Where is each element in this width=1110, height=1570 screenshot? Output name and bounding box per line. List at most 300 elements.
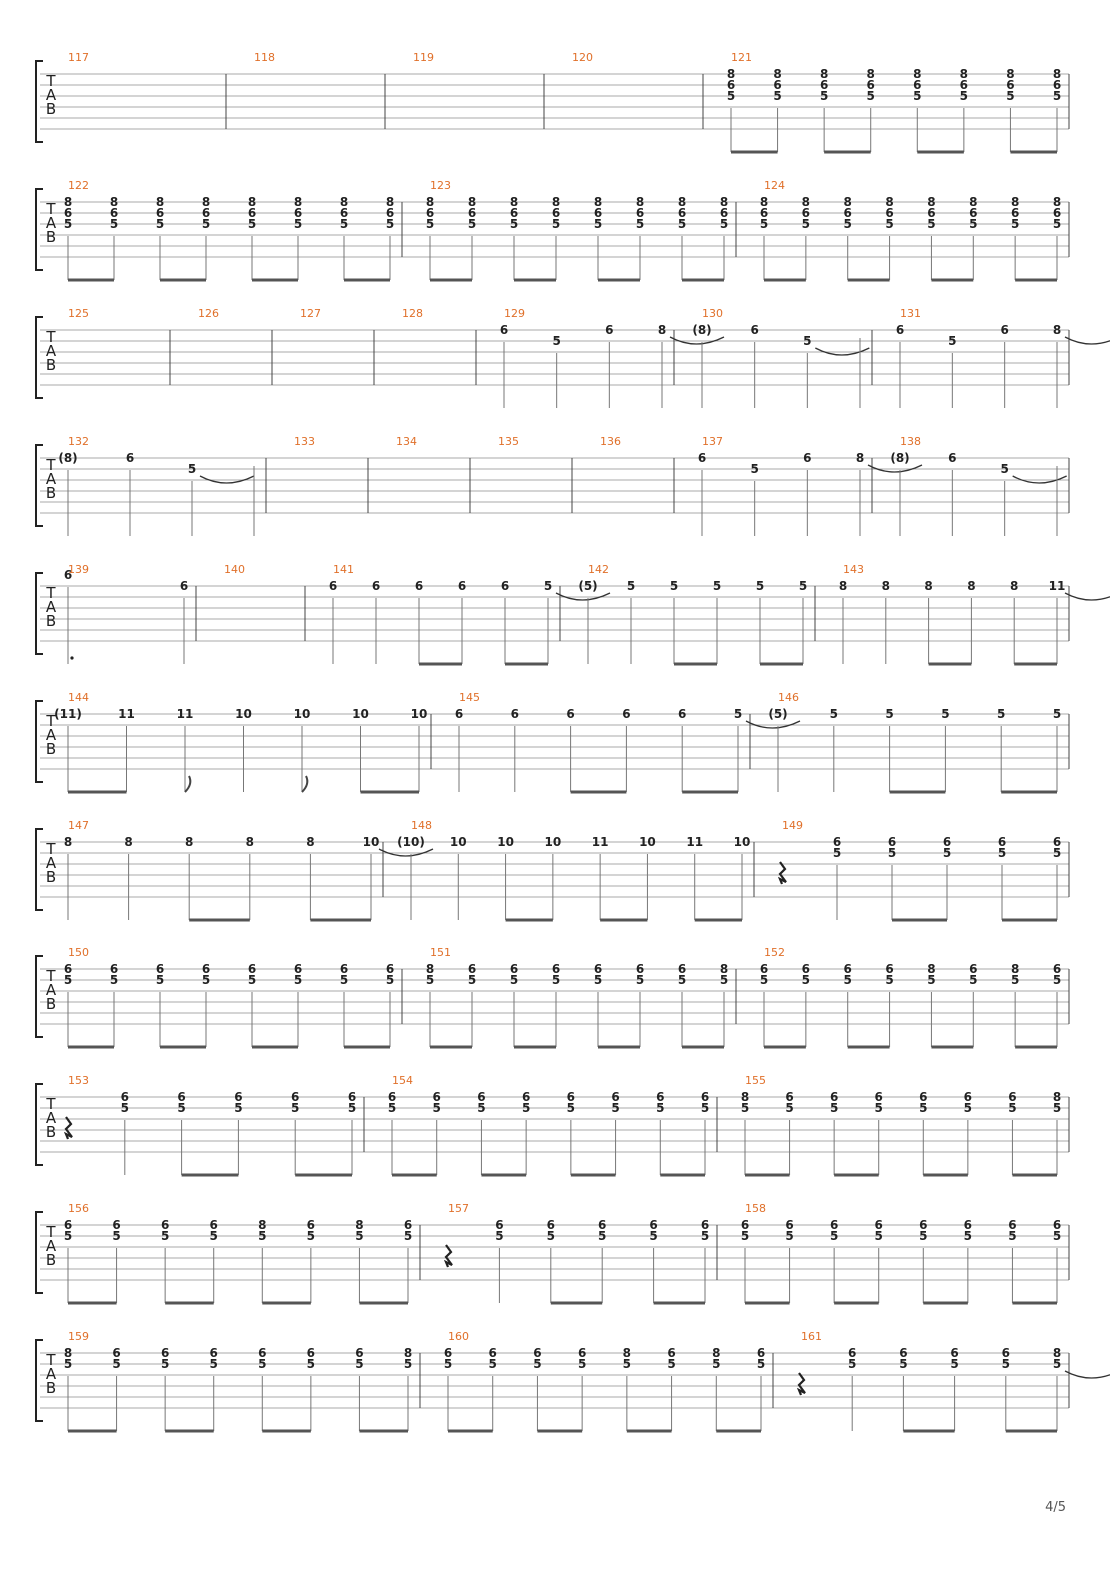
fret-number: 5: [963, 1229, 973, 1243]
fret-number: 8: [467, 195, 477, 209]
tab-letter: B: [45, 228, 57, 246]
fret-number: 10: [362, 835, 380, 849]
fret-number: 6: [63, 206, 73, 220]
fret-number: 6: [499, 323, 509, 337]
measure-number: 155: [745, 1074, 766, 1087]
fret-number: 6: [63, 568, 73, 582]
fret-number: 6: [63, 962, 73, 976]
fret-number: 5: [488, 1357, 497, 1371]
fret-number: 5: [733, 707, 743, 721]
fret-number: 6: [963, 1218, 973, 1232]
measure-number: 152: [764, 946, 785, 959]
tab-letter: A: [45, 854, 57, 872]
fret-number: 6: [247, 206, 257, 220]
fret-number: 8: [726, 67, 736, 81]
fret-number: 5: [948, 334, 957, 348]
fret-number: 5: [635, 217, 645, 231]
fret-number: 8: [969, 195, 978, 209]
fret-number: 6: [500, 579, 510, 593]
fret-number: 5: [1052, 846, 1062, 860]
eighth-flag: [302, 776, 307, 792]
fret-number: 6: [899, 1346, 908, 1360]
fret-number: 5: [726, 89, 736, 103]
fret-number: 6: [801, 206, 811, 220]
fret-number: 6: [819, 78, 829, 92]
fret-number: 6: [843, 962, 852, 976]
fret-number: 8: [63, 1346, 73, 1360]
fret-number: 8: [1052, 323, 1062, 337]
fret-number: 6: [803, 451, 812, 465]
fret-number: 5: [803, 334, 812, 348]
fret-number: 5: [177, 1101, 186, 1115]
fret-number: 5: [677, 973, 687, 987]
fret-number: 5: [829, 1229, 839, 1243]
tab-letter: T: [46, 328, 56, 346]
fret-number: 5: [495, 1229, 504, 1243]
fret-number: 8: [740, 1090, 750, 1104]
fret-number: 6: [467, 962, 477, 976]
fret-number: 6: [112, 1346, 121, 1360]
fret-number: (5): [578, 579, 598, 593]
fret-number: 5: [719, 973, 729, 987]
fret-number: 8: [819, 67, 829, 81]
fret-number: 6: [201, 962, 211, 976]
fret-number: 6: [667, 1346, 676, 1360]
fret-number: 5: [1052, 973, 1062, 987]
fret-number: 5: [63, 1229, 73, 1243]
fret-number: 11: [118, 707, 135, 721]
fret-number: 5: [552, 334, 561, 348]
system-bracket: [36, 1084, 43, 1165]
fret-number: 5: [887, 846, 897, 860]
fret-number: 8: [1010, 962, 1020, 976]
fret-number: 6: [942, 835, 952, 849]
fret-number: 8: [967, 579, 976, 593]
measure-number: 158: [745, 1202, 766, 1215]
tie-arc: [1065, 1371, 1110, 1378]
tab-letter: A: [45, 598, 57, 616]
fret-number: 5: [712, 1357, 721, 1371]
fret-number: 6: [785, 1090, 794, 1104]
fret-number: 8: [1010, 195, 1020, 209]
fret-number: 5: [874, 1101, 883, 1115]
tab-letter: A: [45, 470, 57, 488]
fret-number: 6: [919, 1218, 928, 1232]
measure-number: 124: [764, 179, 785, 192]
fret-number: 8: [509, 195, 519, 209]
fret-number: 6: [201, 206, 211, 220]
fret-number: 5: [509, 973, 519, 987]
fret-number: 5: [187, 462, 197, 476]
fret-number: 6: [385, 962, 395, 976]
measure-number: 140: [224, 563, 245, 576]
fret-number: 5: [1008, 1101, 1017, 1115]
fret-number: 10: [352, 707, 369, 721]
fret-number: 5: [1052, 707, 1062, 721]
fret-number: 5: [773, 89, 782, 103]
fret-number: 6: [160, 1346, 170, 1360]
fret-number: 6: [258, 1346, 267, 1360]
fret-number: 5: [848, 1357, 857, 1371]
fret-number: 6: [457, 579, 467, 593]
quarter-rest: [799, 1373, 805, 1395]
fret-number: 5: [622, 1357, 632, 1371]
measure-number: 131: [900, 307, 921, 320]
fret-number: 8: [719, 962, 729, 976]
fret-number: 6: [566, 1090, 576, 1104]
fret-number: 5: [160, 1229, 170, 1243]
fret-number: 5: [712, 579, 722, 593]
measure-number: 143: [843, 563, 864, 576]
system-bracket: [36, 956, 43, 1037]
fret-number: 5: [1010, 973, 1020, 987]
fret-number: 5: [234, 1101, 243, 1115]
fret-number: 5: [942, 846, 952, 860]
fret-number: 6: [635, 962, 645, 976]
fret-number: 10: [544, 835, 562, 849]
fret-number: 8: [927, 195, 936, 209]
fret-number: 6: [611, 1090, 620, 1104]
fret-number: 6: [347, 1090, 357, 1104]
fret-number: 8: [293, 195, 303, 209]
fret-number: 6: [403, 1218, 413, 1232]
fret-number: 6: [247, 962, 257, 976]
fret-number: 6: [577, 1346, 587, 1360]
fret-number: 5: [919, 1101, 928, 1115]
fret-number: 6: [1052, 206, 1062, 220]
fret-number: 6: [112, 1218, 121, 1232]
fret-number: 5: [355, 1229, 364, 1243]
fret-number: 6: [593, 962, 603, 976]
system-bracket: [36, 445, 43, 526]
fret-number: 5: [740, 1101, 750, 1115]
fret-number: 6: [293, 962, 303, 976]
fret-number: 11: [1048, 579, 1066, 593]
fret-number: 6: [467, 206, 477, 220]
fret-number: 5: [700, 1229, 710, 1243]
fret-number: 6: [593, 206, 603, 220]
fret-number: 5: [577, 1357, 587, 1371]
measure-number: 133: [294, 435, 315, 448]
fret-number: 6: [997, 835, 1007, 849]
fret-number: 6: [306, 1346, 316, 1360]
fret-number: 8: [1052, 67, 1062, 81]
fret-number: 5: [339, 973, 349, 987]
measure-number: 149: [782, 819, 803, 832]
fret-number: 8: [843, 195, 852, 209]
fret-number: 5: [874, 1229, 883, 1243]
measure-number: 161: [801, 1330, 822, 1343]
system-bracket: [36, 701, 43, 782]
fret-number: 5: [1052, 1357, 1062, 1371]
tab-letter: B: [45, 1251, 57, 1269]
fret-number: 5: [649, 1229, 658, 1243]
measure-number: 157: [448, 1202, 469, 1215]
tie-arc: [1065, 337, 1110, 344]
fret-number: 5: [120, 1101, 129, 1115]
fret-number: 8: [201, 195, 211, 209]
fret-number: 6: [495, 1218, 504, 1232]
fret-number: 6: [759, 962, 769, 976]
fret-number: 6: [677, 206, 687, 220]
fret-number: 6: [339, 206, 349, 220]
tab-letter: B: [45, 612, 57, 630]
tab-letter: B: [45, 1379, 57, 1397]
fret-number: (8): [890, 451, 910, 465]
fret-number: 6: [385, 206, 395, 220]
fret-number: 5: [258, 1229, 267, 1243]
fret-number: 6: [885, 962, 894, 976]
fret-number: 5: [819, 89, 829, 103]
fret-number: 6: [959, 78, 969, 92]
augmentation-dot: [70, 656, 73, 659]
fret-number: 5: [669, 579, 679, 593]
measure-number: 132: [68, 435, 89, 448]
fret-number: 5: [339, 217, 349, 231]
fret-number: 5: [425, 217, 435, 231]
fret-number: 5: [247, 973, 257, 987]
fret-number: 8: [913, 67, 922, 81]
fret-number: 10: [293, 707, 311, 721]
fret-number: 6: [785, 1218, 794, 1232]
fret-number: 5: [950, 1357, 959, 1371]
fret-number: 5: [997, 707, 1006, 721]
tab-letter: A: [45, 981, 57, 999]
measure-number: 135: [498, 435, 519, 448]
fret-number: 8: [109, 195, 119, 209]
fret-number: 8: [245, 835, 254, 849]
fret-number: 5: [843, 973, 852, 987]
fret-number: 6: [1052, 835, 1062, 849]
tab-letter: A: [45, 342, 57, 360]
tab-letter: T: [46, 967, 56, 985]
fret-number: 6: [866, 78, 875, 92]
fret-number: 6: [109, 206, 119, 220]
fret-number: 5: [677, 217, 687, 231]
measure-number: 138: [900, 435, 921, 448]
fret-number: 5: [425, 973, 435, 987]
fret-number: 5: [829, 707, 838, 721]
fret-number: 5: [941, 707, 950, 721]
fret-number: 8: [124, 835, 133, 849]
fret-number: 5: [756, 1357, 766, 1371]
fret-number: 6: [874, 1218, 883, 1232]
fret-number: 5: [656, 1101, 665, 1115]
fret-number: 6: [1008, 1090, 1017, 1104]
fret-number: 5: [635, 973, 645, 987]
tab-letter: A: [45, 1237, 57, 1255]
quarter-rest: [66, 1117, 72, 1139]
fret-number: 6: [756, 1346, 766, 1360]
fret-number: 6: [829, 1090, 839, 1104]
fret-number: 5: [258, 1357, 267, 1371]
fret-number: 5: [533, 1357, 542, 1371]
fret-number: 6: [509, 962, 519, 976]
fret-number: 5: [1008, 1229, 1017, 1243]
fret-number: 6: [635, 206, 645, 220]
fret-number: 5: [785, 1101, 794, 1115]
fret-number: 5: [759, 217, 769, 231]
fret-number: 6: [432, 1090, 441, 1104]
fret-number: (8): [692, 323, 712, 337]
fret-number: 8: [924, 579, 933, 593]
fret-number: 10: [497, 835, 514, 849]
fret-number: 8: [339, 195, 349, 209]
fret-number: 8: [622, 1346, 632, 1360]
fret-number: 10: [639, 835, 656, 849]
fret-number: 6: [355, 1346, 364, 1360]
fret-number: 5: [759, 973, 769, 987]
fret-number: 5: [155, 217, 165, 231]
fret-number: 11: [176, 707, 194, 721]
fret-number: 8: [959, 67, 969, 81]
fret-number: 6: [155, 206, 165, 220]
fret-number: 5: [969, 217, 978, 231]
fret-number: 5: [347, 1101, 357, 1115]
fret-number: 8: [927, 962, 936, 976]
tab-letter: T: [46, 1351, 56, 1369]
fret-number: 5: [750, 462, 759, 476]
fret-number: 6: [697, 451, 707, 465]
fret-number: 8: [247, 195, 257, 209]
fret-number: 5: [293, 973, 303, 987]
fret-number: 5: [467, 973, 477, 987]
fret-number: 5: [112, 1229, 121, 1243]
measure-number: 118: [254, 51, 275, 64]
fret-number: 5: [997, 846, 1007, 860]
fret-number: 5: [593, 217, 603, 231]
fret-number: 6: [155, 962, 165, 976]
fret-number: 6: [885, 206, 894, 220]
measure-number: 148: [411, 819, 432, 832]
tab-letter: B: [45, 740, 57, 758]
tab-letter: A: [45, 214, 57, 232]
fret-number: 5: [913, 89, 922, 103]
fret-number: 5: [611, 1101, 620, 1115]
fret-number: 6: [160, 1218, 170, 1232]
measure-number: 137: [702, 435, 723, 448]
fret-number: 6: [209, 1218, 218, 1232]
fret-number: 8: [712, 1346, 721, 1360]
fret-number: 5: [403, 1229, 413, 1243]
tab-letter: B: [45, 356, 57, 374]
measure-number: 159: [68, 1330, 89, 1343]
measure-number: 121: [731, 51, 752, 64]
fret-number: 6: [488, 1346, 497, 1360]
measure-number: 126: [198, 307, 219, 320]
fret-number: 5: [109, 973, 119, 987]
fret-number: 5: [155, 973, 165, 987]
fret-number: 5: [959, 89, 969, 103]
eighth-flag: [185, 776, 190, 792]
fret-number: 8: [1010, 579, 1019, 593]
fret-number: 5: [1052, 217, 1062, 231]
fret-number: 6: [551, 962, 561, 976]
fret-number: 6: [700, 1090, 710, 1104]
fret-number: 5: [63, 1357, 73, 1371]
fret-number: 5: [598, 1229, 607, 1243]
measure-number: 119: [413, 51, 434, 64]
fret-number: 6: [677, 962, 687, 976]
fret-number: 6: [773, 78, 782, 92]
fret-number: 8: [1052, 1346, 1062, 1360]
fret-number: 8: [403, 1346, 413, 1360]
fret-number: 6: [678, 707, 687, 721]
fret-number: 10: [733, 835, 751, 849]
fret-number: 8: [593, 195, 603, 209]
fret-number: 6: [1001, 1346, 1010, 1360]
fret-number: 5: [1052, 1229, 1062, 1243]
measure-number: 129: [504, 307, 525, 320]
tab-letter: B: [45, 484, 57, 502]
fret-number: 5: [477, 1101, 486, 1115]
fret-number: 6: [843, 206, 852, 220]
system-bracket: [36, 61, 43, 142]
fret-number: 6: [125, 451, 135, 465]
tab-letter: T: [46, 840, 56, 858]
fret-number: 8: [885, 195, 894, 209]
fret-number: 5: [719, 217, 729, 231]
fret-number: 8: [838, 579, 848, 593]
fret-number: 8: [773, 67, 782, 81]
fret-number: 6: [179, 579, 189, 593]
fret-number: 8: [63, 195, 73, 209]
fret-number: 8: [1052, 195, 1062, 209]
measure-number: 145: [459, 691, 480, 704]
fret-number: 5: [306, 1229, 316, 1243]
fret-number: 8: [425, 962, 435, 976]
fret-number: 5: [432, 1101, 441, 1115]
fret-number: 6: [927, 206, 936, 220]
fret-number: 6: [1052, 1218, 1062, 1232]
fret-number: 6: [1008, 1218, 1017, 1232]
fret-number: 5: [385, 217, 395, 231]
fret-number: 6: [414, 579, 424, 593]
fret-number: 6: [533, 1346, 542, 1360]
fret-number: 6: [829, 1218, 839, 1232]
tie-arc: [1065, 593, 1110, 600]
system-bracket: [36, 573, 43, 654]
fret-number: 5: [209, 1357, 218, 1371]
quarter-rest: [446, 1245, 452, 1267]
quarter-rest: [780, 862, 786, 884]
fret-number: 8: [801, 195, 811, 209]
fret-number: 5: [785, 1229, 794, 1243]
fret-number: 10: [235, 707, 252, 721]
fret-number: 6: [605, 323, 614, 337]
fret-number: 5: [109, 217, 119, 231]
fret-number: 6: [546, 1218, 555, 1232]
fret-number: 5: [626, 579, 636, 593]
measure-number: 136: [600, 435, 621, 448]
fret-number: 8: [635, 195, 645, 209]
fret-number: 8: [155, 195, 165, 209]
fret-number: 5: [843, 217, 852, 231]
fret-number: 6: [1010, 206, 1020, 220]
fret-number: 6: [919, 1090, 928, 1104]
fret-number: 5: [387, 1101, 397, 1115]
measure-number: 120: [572, 51, 593, 64]
tab-letter: T: [46, 72, 56, 90]
fret-number: 6: [371, 579, 381, 593]
fret-number: 6: [750, 323, 759, 337]
fret-number: (10): [397, 835, 425, 849]
tab-letter: T: [46, 584, 56, 602]
fret-number: 6: [551, 206, 561, 220]
fret-number: 5: [963, 1101, 973, 1115]
fret-number: 5: [467, 217, 477, 231]
fret-number: 5: [1006, 89, 1015, 103]
